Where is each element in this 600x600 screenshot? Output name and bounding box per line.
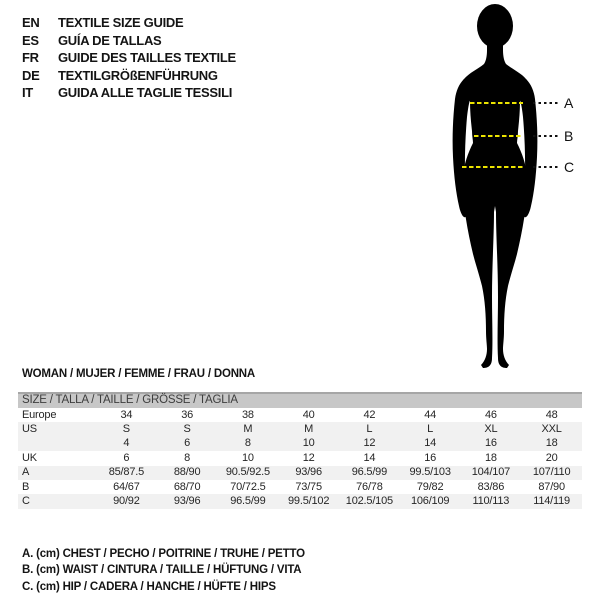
- cell: 102.5/105: [339, 494, 400, 508]
- table-row-us-letters: [18, 422, 582, 436]
- cell: 93/96: [157, 494, 218, 508]
- cell: 79/82: [416, 480, 444, 493]
- cell: 87/90: [538, 480, 565, 493]
- list-item: [22, 14, 236, 32]
- cell: 85/87.5: [96, 466, 157, 480]
- cell: 68/70: [173, 480, 201, 493]
- cell: 38: [241, 408, 254, 421]
- list-item: [22, 67, 236, 85]
- language-code: FR: [22, 50, 39, 65]
- marker-label-b: B: [564, 128, 574, 144]
- woman-silhouette-figure: [440, 0, 600, 380]
- cell: 90/92: [96, 494, 157, 508]
- cell: 6: [123, 451, 130, 464]
- guide-title-de: TEXTILGRÖßENFÜHRUNG: [58, 67, 218, 83]
- cell: 64/67: [113, 480, 140, 493]
- cell: 18: [484, 451, 497, 464]
- row-label: C: [18, 494, 96, 508]
- cell: 18: [521, 437, 582, 451]
- cell: 106/109: [400, 494, 461, 508]
- cell: 8: [184, 451, 191, 464]
- cell: 4: [96, 437, 157, 451]
- cell: 6: [157, 437, 218, 451]
- measurement-legend: [22, 546, 305, 595]
- table-row-europe: [18, 408, 582, 422]
- cell: 42: [363, 408, 376, 421]
- table-row-hip-c: [18, 494, 582, 508]
- legend-chest: A. (cm) CHEST / PECHO / POITRINE / TRUHE / PETTO: [22, 548, 305, 560]
- legend-hip: C. (cm) HIP / CADERA / HANCHE / HÜFTE / HIPS: [22, 580, 276, 593]
- cell: M: [278, 422, 339, 436]
- list-item: [22, 49, 236, 67]
- table-row-us-numbers: [18, 437, 582, 451]
- list-item: [22, 32, 236, 50]
- cell: 99.5/102: [278, 494, 339, 508]
- row-label: [18, 437, 96, 451]
- cell: S: [157, 422, 218, 436]
- guide-title-en: TEXTILE SIZE GUIDE: [58, 15, 184, 30]
- cell: 88/90: [157, 466, 218, 480]
- legend-waist: B. (cm) WAIST / CINTURA / TAILLE / HÜFTUNG / VITA: [22, 564, 302, 577]
- table-header-label: SIZE / TALLA / TAILLE / GRÖSSE / TAGLIA: [18, 392, 582, 408]
- cell: 90.5/92.5: [218, 466, 279, 480]
- guide-title-it: GUIDA ALLE TAGLIE TESSILI: [58, 85, 233, 100]
- cell: 104/107: [461, 466, 522, 480]
- cell: 14: [363, 451, 376, 464]
- cell: 44: [424, 408, 437, 421]
- section-title-woman: WOMAN / MUJER / FEMME / FRAU / DONNA: [22, 368, 256, 380]
- cell: 16: [424, 451, 437, 464]
- cell: 110/113: [461, 494, 522, 508]
- cell: 10: [241, 451, 254, 464]
- cell: 76/78: [356, 480, 383, 493]
- cell: 46: [484, 408, 497, 421]
- cell: 96.5/99: [218, 494, 279, 508]
- cell: 34: [120, 408, 133, 421]
- cell: 12: [339, 437, 400, 451]
- row-label: UK: [22, 451, 37, 464]
- language-title-list: [22, 14, 236, 102]
- guide-title-fr: GUIDE DES TAILLES TEXTILE: [58, 50, 236, 65]
- language-code: EN: [22, 15, 40, 30]
- cell: 20: [545, 451, 558, 464]
- cell: 83/86: [477, 480, 505, 493]
- cell: XL: [461, 422, 522, 436]
- marker-label-a: A: [564, 95, 574, 111]
- guide-title-es: GUÍA DE TALLAS: [58, 32, 162, 48]
- marker-label-c: C: [564, 159, 575, 175]
- cell: S: [96, 422, 157, 436]
- cell: XXL: [521, 422, 582, 436]
- row-label: B: [22, 480, 30, 493]
- cell: 93/96: [278, 466, 339, 480]
- cell: 107/110: [521, 466, 582, 480]
- cell: 114/119: [521, 494, 582, 508]
- silhouette-body: [460, 50, 531, 368]
- row-label: US: [18, 422, 96, 436]
- cell: 73/75: [295, 480, 322, 493]
- cell: L: [400, 422, 461, 436]
- language-code: DE: [22, 67, 40, 83]
- cell: 8: [218, 437, 279, 451]
- language-code: ES: [22, 32, 39, 48]
- cell: 10: [278, 437, 339, 451]
- table-row-waist-b: [18, 480, 582, 494]
- list-item: [22, 84, 236, 102]
- language-code: IT: [22, 85, 33, 100]
- cell: 14: [400, 437, 461, 451]
- cell: 36: [181, 408, 194, 421]
- table-header-row: [18, 392, 582, 408]
- cell: 70/72.5: [230, 480, 266, 493]
- cell: 16: [461, 437, 522, 451]
- cell: 12: [302, 451, 315, 464]
- table-row-uk: [18, 451, 582, 465]
- table-row-chest-a: [18, 466, 582, 480]
- row-label: A: [18, 466, 96, 480]
- cell: M: [218, 422, 279, 436]
- cell: 99.5/103: [400, 466, 461, 480]
- cell: L: [339, 422, 400, 436]
- cell: 40: [302, 408, 315, 421]
- size-table: [18, 392, 582, 509]
- cell: 48: [545, 408, 558, 421]
- cell: 96.5/99: [339, 466, 400, 480]
- row-label: Europe: [22, 408, 57, 421]
